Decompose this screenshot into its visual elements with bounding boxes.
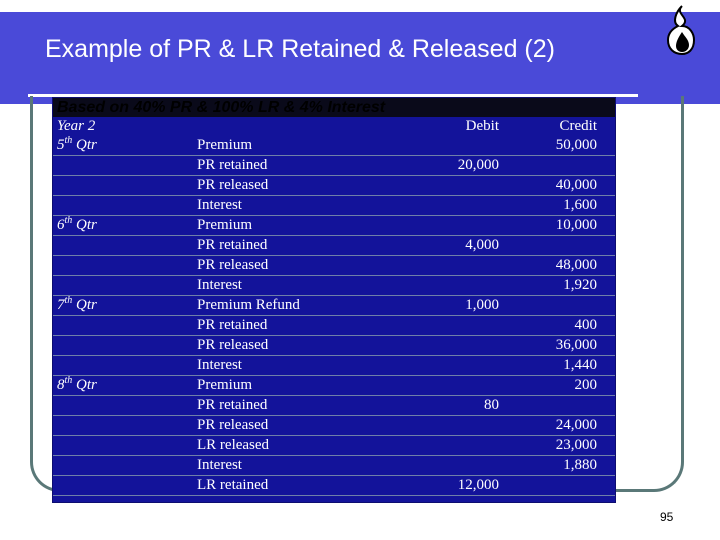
table-row [53,376,615,396]
retained-released-table [52,97,616,503]
credit-cell: 23,000 [505,436,615,456]
table-row [53,456,615,476]
credit-cell [505,156,615,176]
quarter-cell: 8th Qtr [53,376,193,396]
description-cell: PR retained [193,316,415,336]
year-label: Year 2 [57,118,96,134]
debit-cell [415,336,505,356]
table-row [53,356,615,376]
quarter-cell: 6th Qtr [53,216,193,236]
credit-cell: 48,000 [505,256,615,276]
credit-cell [505,476,615,496]
debit-cell [415,356,505,376]
header-blank [193,117,415,136]
table-row [53,256,615,276]
table-row [53,436,615,456]
quarter-cell [53,416,193,436]
quarter-cell [53,436,193,456]
quarter-cell [53,276,193,296]
debit-cell [415,316,505,336]
description-cell: Premium [193,216,415,236]
debit-cell [415,436,505,456]
table-row [53,196,615,216]
quarter-cell [53,316,193,336]
debit-cell [415,376,505,396]
quarter-cell [53,156,193,176]
credit-cell: 1,880 [505,456,615,476]
description-cell: Interest [193,356,415,376]
quarter-cell [53,396,193,416]
debit-cell: 1,000 [415,296,505,316]
credit-cell: 36,000 [505,336,615,356]
debit-cell [415,136,505,156]
table-header-row [53,117,615,136]
table-row [53,216,615,236]
debit-cell: 80 [415,396,505,416]
description-cell: PR retained [193,396,415,416]
quarter-cell [53,356,193,376]
debit-cell [415,256,505,276]
quarter-cell [53,476,193,496]
debit-cell: 12,000 [415,476,505,496]
quarter-cell: 5th Qtr [53,136,193,156]
credit-cell: 200 [505,376,615,396]
description-cell: PR released [193,176,415,196]
quarter-cell [53,196,193,216]
quarter-cell [53,456,193,476]
table-basis: Based on 40% PR & 100% LR & 4% Interest [53,98,615,117]
credit-cell [505,236,615,256]
table-row [53,476,615,496]
description-cell: Interest [193,276,415,296]
table-row [53,316,615,336]
debit-cell: 4,000 [415,236,505,256]
debit-header: Debit [465,118,499,134]
slide-title: Example of PR & LR Retained & Released (2) [45,35,555,63]
credit-cell [505,396,615,416]
debit-cell [415,216,505,236]
table-row [53,236,615,256]
description-cell: Premium [193,376,415,396]
credit-cell: 40,000 [505,176,615,196]
description-cell: PR released [193,256,415,276]
credit-cell: 1,600 [505,196,615,216]
quarter-cell [53,236,193,256]
table-row [53,396,615,416]
quarter-cell [53,336,193,356]
table-row [53,136,615,156]
table-row [53,296,615,316]
quarter-cell [53,176,193,196]
credit-cell: 400 [505,316,615,336]
table-row [53,336,615,356]
description-cell: Premium [193,136,415,156]
credit-cell [505,296,615,316]
description-cell: PR released [193,336,415,356]
flame-icon [662,4,702,56]
description-cell: LR retained [193,476,415,496]
quarter-cell: 7th Qtr [53,296,193,316]
debit-cell: 20,000 [415,156,505,176]
table-row [53,416,615,436]
quarter-cell [53,256,193,276]
debit-cell [415,416,505,436]
credit-header: Credit [559,118,597,134]
debit-cell [415,276,505,296]
entries-table [53,117,615,496]
description-cell: LR released [193,436,415,456]
description-cell: Interest [193,456,415,476]
description-cell: PR retained [193,236,415,256]
credit-cell: 50,000 [505,136,615,156]
table-row [53,156,615,176]
description-cell: PR retained [193,156,415,176]
table-row [53,276,615,296]
page-number: 95 [660,510,674,524]
credit-cell: 1,440 [505,356,615,376]
table-row [53,176,615,196]
credit-cell: 10,000 [505,216,615,236]
debit-cell [415,456,505,476]
description-cell: Premium Refund [193,296,415,316]
debit-cell [415,176,505,196]
description-cell: Interest [193,196,415,216]
description-cell: PR released [193,416,415,436]
credit-cell: 24,000 [505,416,615,436]
credit-cell: 1,920 [505,276,615,296]
debit-cell [415,196,505,216]
